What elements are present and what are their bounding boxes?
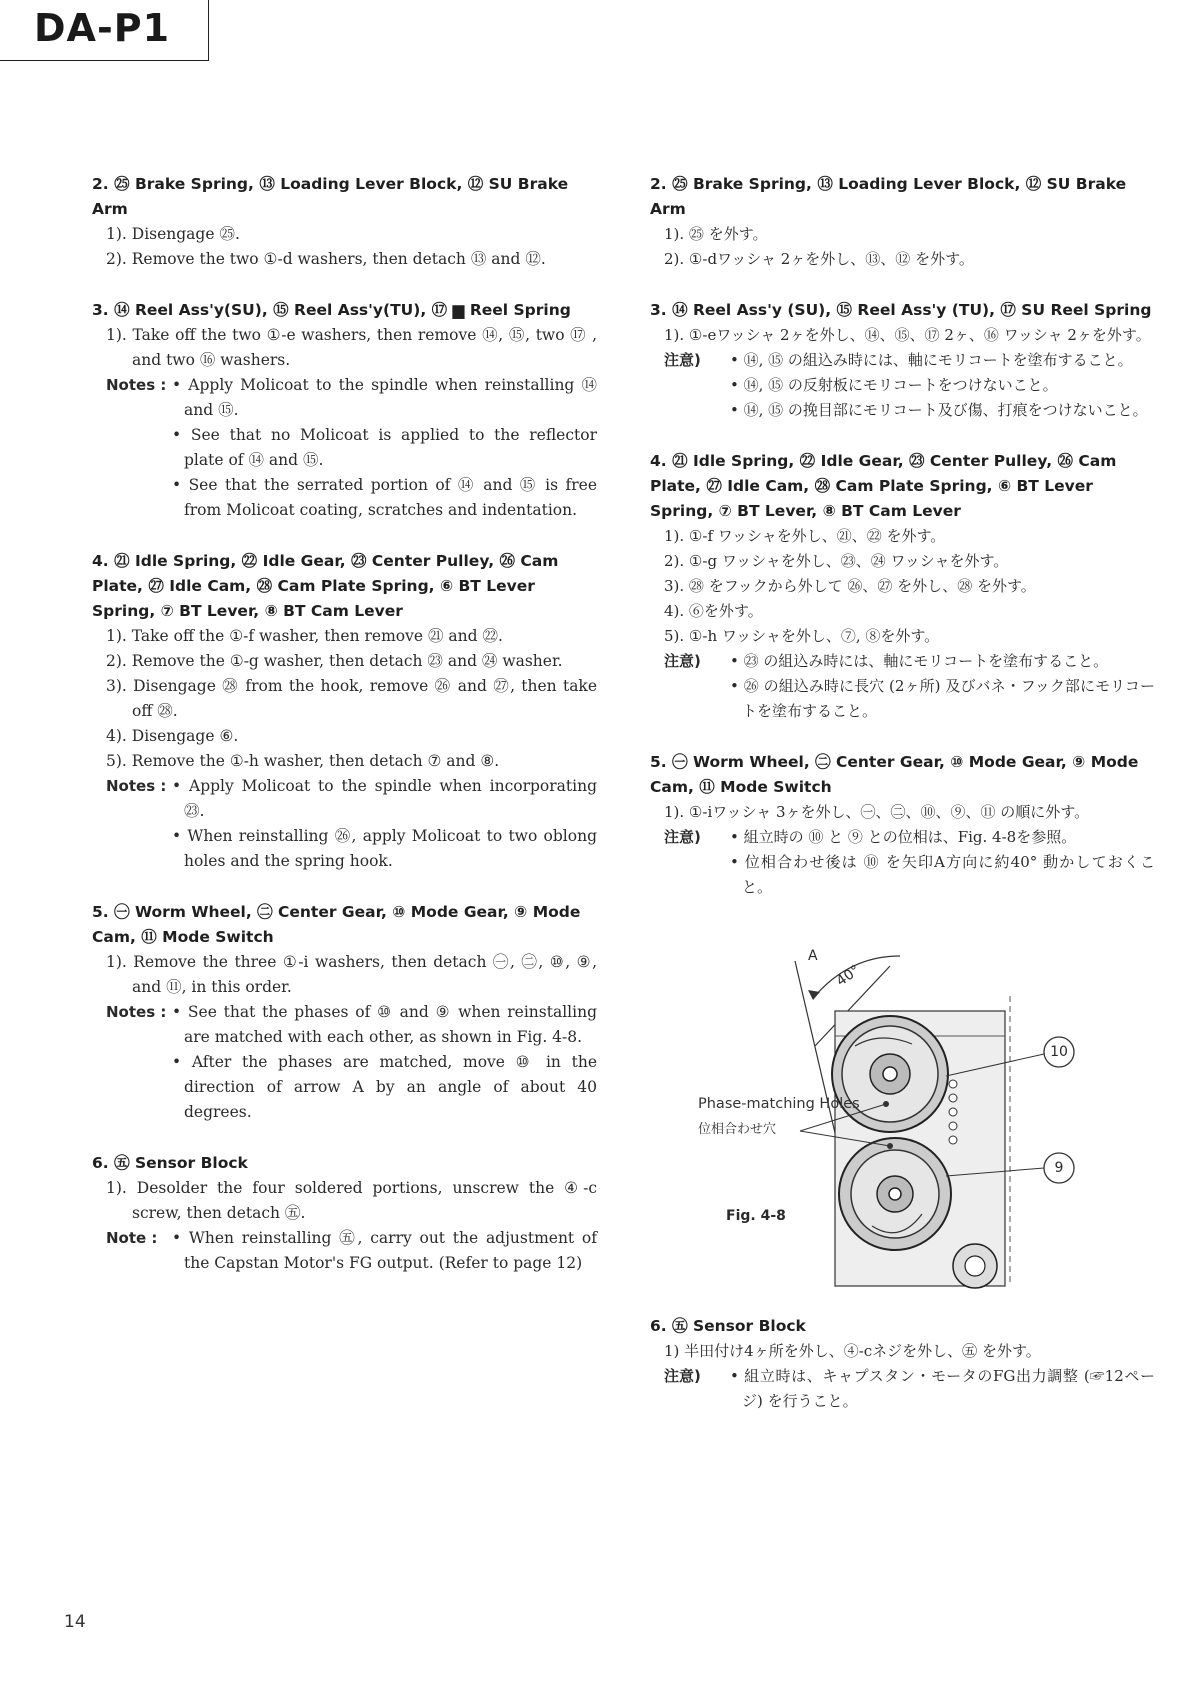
section-2-en xyxy=(92,172,597,272)
notes-label: Notes : xyxy=(106,376,167,394)
section-6-en xyxy=(92,1151,597,1276)
step-item: 1). ㉕ を外す。 xyxy=(664,225,768,243)
notes-block xyxy=(92,1000,597,1125)
section-title: 6. ㊄ Sensor Block xyxy=(92,1154,248,1172)
notes-label: 注意) xyxy=(664,1367,701,1385)
english-column xyxy=(92,172,597,1302)
section-title: 5. ㊀ Worm Wheel, ㊁ Center Gear, ⑩ Mode Gear, ⑨ Mode Cam, ⑪ Mode Switch xyxy=(650,753,1139,796)
notes-block xyxy=(650,348,1155,423)
step-item: 1). Disengage ㉕. xyxy=(106,225,240,243)
header-rule xyxy=(0,60,80,61)
note-item: • Apply Molicoat to the spindle when incorporating ㉓. xyxy=(172,774,597,824)
step-list xyxy=(650,800,1155,825)
section-2-jp xyxy=(650,172,1155,272)
arrow-a-label: A xyxy=(808,948,818,964)
section-5-jp xyxy=(650,750,1155,900)
step-item: 4). ⑥を外す。 xyxy=(664,602,763,620)
section-4-en xyxy=(92,549,597,874)
section-3-jp xyxy=(650,298,1155,423)
step-list xyxy=(92,950,597,1000)
note-item: • Apply Molicoat to the spindle when reinstalling ⑭ and ⑮. xyxy=(172,373,597,423)
section-4-jp xyxy=(650,449,1155,724)
notes-label: 注意) xyxy=(664,351,701,369)
section-title: 4. ㉑ Idle Spring, ㉒ Idle Gear, ㉓ Center Pulley, ㉖ Cam Plate, ㉗ Idle Cam, ㉘ Cam Plate Spring, ⑥ BT Lever Spring, ⑦ BT Lever, ⑧ BT Cam Lever xyxy=(650,452,1117,520)
note-item: • See that the phases of ⑩ and ⑨ when reinstalling are matched with each other, as shown in Fig. 4-8. xyxy=(172,1000,597,1050)
angle-label: 40° xyxy=(833,962,864,990)
note-item: • After the phases are matched, move ⑩ in the direction of arrow A by an angle of about 40 degrees. xyxy=(172,1050,597,1125)
step-item: 2). ①-dワッシャ 2ヶを外し、⑬、⑫ を外す。 xyxy=(664,250,974,268)
japanese-column xyxy=(650,172,1155,1440)
step-list xyxy=(650,524,1155,649)
step-item: 1) 半田付け4ヶ所を外し、④-cネジを外し、㊄ を外す。 xyxy=(664,1342,1041,1360)
note-item: • See that no Molicoat is applied to the reflector plate of ⑭ and ⑮. xyxy=(172,423,597,473)
step-item: 5). ①-h ワッシャを外し、⑦, ⑧を外す。 xyxy=(664,627,940,645)
step-item: 1). Desolder the four soldered portions, unscrew the ④-c screw, then detach ㊄. xyxy=(106,1179,597,1222)
model-tab xyxy=(0,0,209,61)
step-item: 5). Remove the ①-h washer, then detach ⑦ and ⑧. xyxy=(106,752,500,770)
step-list xyxy=(650,323,1155,348)
step-list xyxy=(92,323,597,373)
section-6-jp xyxy=(650,1314,1155,1414)
notes-block xyxy=(650,1364,1155,1414)
page-number: 14 xyxy=(64,1612,86,1632)
phase-holes-label-jp: 位相合わせ穴 xyxy=(698,1122,777,1137)
figure-4-8 xyxy=(650,926,1155,1296)
step-list xyxy=(650,1339,1155,1364)
step-item: 1). Remove the three ①-i washers, then detach ㊀, ㊁, ⑩, ⑨, and ⑪, in this order. xyxy=(106,953,597,996)
section-title: 5. ㊀ Worm Wheel, ㊁ Center Gear, ⑩ Mode Gear, ⑨ Mode Cam, ⑪ Mode Switch xyxy=(92,903,581,946)
notes-label: 注意) xyxy=(664,652,701,670)
note-item: • ⑭, ⑮ の組込み時には、軸にモリコートを塗布すること。 xyxy=(730,348,1155,373)
section-5-en xyxy=(92,900,597,1125)
callout-9: 9 xyxy=(1054,1160,1064,1176)
note-item: • 位相合わせ後は ⑩ を矢印A方向に約40° 動かしておくこと。 xyxy=(730,850,1155,900)
step-list xyxy=(92,1176,597,1226)
notes-block xyxy=(92,373,597,523)
section-title: 4. ㉑ Idle Spring, ㉒ Idle Gear, ㉓ Center Pulley, ㉖ Cam Plate, ㉗ Idle Cam, ㉘ Cam Plate Spring, ⑥ BT Lever Spring, ⑦ BT Lever, ⑧ BT Cam Lever xyxy=(92,552,559,620)
step-item: 4). Disengage ⑥. xyxy=(106,727,239,745)
step-item: 1). ①-iワッシャ 3ヶを外し、㊀、㊁、⑩、⑨、⑪ の順に外す。 xyxy=(664,803,1090,821)
figure-caption: Fig. 4-8 xyxy=(726,1208,786,1224)
note-item: • ⑭, ⑮ の挽目部にモリコート及び傷、打痕をつけないこと。 xyxy=(730,398,1155,423)
step-item: 1). Take off the two ①-e washers, then remove ⑭, ⑮, two ⑰ , and two ⑯ washers. xyxy=(106,326,597,369)
step-list xyxy=(92,624,597,774)
section-title: 2. ㉕ Brake Spring, ⑬ Loading Lever Block, ⑫ SU Brake Arm xyxy=(650,175,1127,218)
notes-block xyxy=(650,825,1155,900)
notes-block xyxy=(650,649,1155,724)
section-title: 6. ㊄ Sensor Block xyxy=(650,1317,806,1335)
notes-label: Notes : xyxy=(106,777,167,795)
step-item: 2). ①-g ワッシャを外し、㉓、㉔ ワッシャを外す。 xyxy=(664,552,1009,570)
section-title: 3. ⑭ Reel Ass'y (SU), ⑮ Reel Ass'y (TU), ⑰ SU Reel Spring xyxy=(650,301,1152,319)
callout-10: 10 xyxy=(1050,1044,1068,1060)
note-item: • When reinstalling ㉖, apply Molicoat to two oblong holes and the spring hook. xyxy=(172,824,597,874)
step-list xyxy=(92,222,597,272)
note-item: • ⑭, ⑮ の反射板にモリコートをつけないこと。 xyxy=(730,373,1155,398)
notes-block xyxy=(92,1226,597,1276)
notes-block xyxy=(92,774,597,874)
notes-label: Note : xyxy=(106,1229,158,1247)
section-title: 2. ㉕ Brake Spring, ⑬ Loading Lever Block, ⑫ SU Brake Arm xyxy=(92,175,569,218)
step-item: 1). Take off the ①-f washer, then remove ㉑ and ㉒. xyxy=(106,627,503,645)
notes-label: 注意) xyxy=(664,828,701,846)
step-item: 3). ㉘ をフックから外して ㉖、㉗ を外し、㉘ を外す。 xyxy=(664,577,1036,595)
phase-holes-label: Phase-matching Holes xyxy=(698,1096,860,1112)
step-item: 3). Disengage ㉘ from the hook, remove ㉖ and ㉗, then take off ㉘. xyxy=(106,677,597,720)
section-3-en xyxy=(92,298,597,523)
step-list xyxy=(650,222,1155,272)
model-name: DA-P1 xyxy=(34,6,171,50)
note-item: • ㉖ の組込み時に長穴 (2ヶ所) 及びバネ・フック部にモリコートを塗布すること。 xyxy=(730,674,1155,724)
notes-label: Notes : xyxy=(106,1003,167,1021)
note-item: • See that the serrated portion of ⑭ and ⑮ is free from Molicoat coating, scratches and indentation. xyxy=(172,473,597,523)
note-item: • 組立時の ⑩ と ⑨ との位相は、Fig. 4-8を参照。 xyxy=(730,825,1155,850)
section-title: 3. ⑭ Reel Ass'y(SU), ⑮ Reel Ass'y(TU), ⑰ ▆ Reel Spring xyxy=(92,301,571,319)
note-item: • ㉓ の組込み時には、軸にモリコートを塗布すること。 xyxy=(730,649,1155,674)
step-item: 1). ①-eワッシャ 2ヶを外し、⑭、⑮、⑰ 2ヶ、⑯ ワッシャ 2ヶを外す。 xyxy=(664,326,1151,344)
note-item: • 組立時は、キャプスタン・モータのFG出力調整 (☞12ページ) を行うこと。 xyxy=(730,1364,1155,1414)
step-item: 2). Remove the ①-g washer, then detach ㉓ and ㉔ washer. xyxy=(106,652,563,670)
note-item: • When reinstalling ㊄, carry out the adjustment of the Capstan Motor's FG output. (Refer to page 12) xyxy=(172,1226,597,1276)
step-item: 2). Remove the two ①-d washers, then detach ⑬ and ⑫. xyxy=(106,250,546,268)
step-item: 1). ①-f ワッシャを外し、㉑、㉒ を外す。 xyxy=(664,527,946,545)
